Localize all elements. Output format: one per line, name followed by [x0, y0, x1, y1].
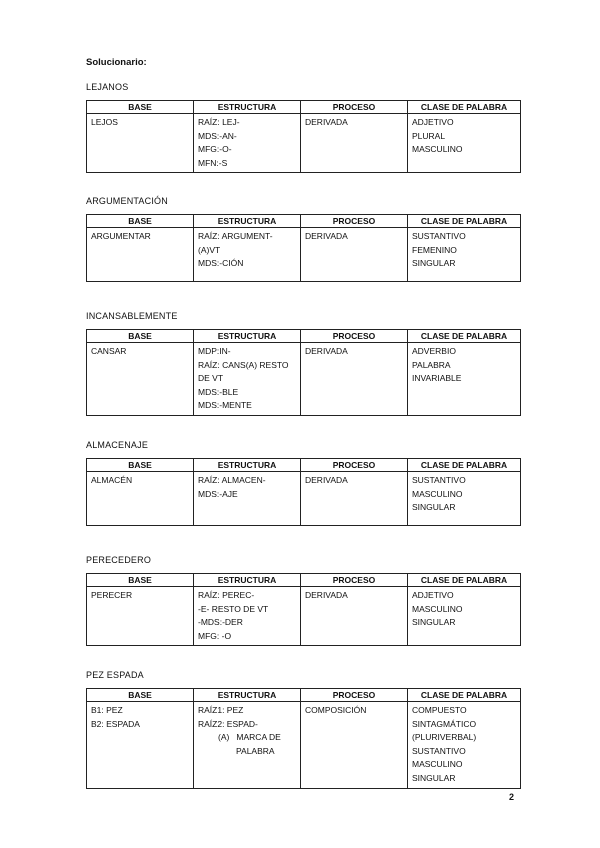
estructura-line: RAÍZ: LEJ-	[198, 117, 240, 127]
section-word: PEZ ESPADA	[86, 670, 144, 680]
header-estructura: ESTRUCTURA	[194, 689, 301, 702]
clase-cell	[408, 114, 521, 173]
clase-line: ADJETIVO	[412, 590, 454, 600]
header-estructura: ESTRUCTURA	[194, 101, 301, 114]
header-proceso: PROCESO	[301, 215, 408, 228]
header-proceso: PROCESO	[301, 574, 408, 587]
section-word: INCANSABLEMENTE	[86, 311, 178, 321]
header-row	[87, 215, 521, 228]
base-cell	[87, 228, 194, 282]
table-row	[87, 114, 521, 173]
estructura-line: MFN:-S	[198, 157, 228, 168]
section-lejanos	[86, 82, 516, 173]
solution-table	[86, 458, 521, 526]
clase-line: MASCULINO	[412, 603, 463, 614]
header-clase: CLASE DE PALABRA	[408, 574, 521, 587]
estructura-line: -E- RESTO DE VT	[198, 603, 269, 614]
base-line: PERECER	[91, 590, 133, 600]
estructura-cell	[194, 587, 301, 646]
proceso-cell	[301, 587, 408, 646]
proceso-line: DERIVADA	[305, 475, 348, 485]
proceso-line: DERIVADA	[305, 117, 348, 127]
estructura-cell	[194, 472, 301, 526]
header-row	[87, 459, 521, 472]
proceso-line: COMPOSICIÓN	[305, 705, 367, 715]
estructura-line: MDS:-CIÓN	[198, 258, 244, 269]
clase-line: MASCULINO	[412, 144, 463, 155]
clase-line: INVARIABLE	[412, 373, 462, 384]
base-line: B1: PEZ	[91, 705, 123, 715]
section-word: LEJANOS	[86, 82, 129, 92]
header-estructura: ESTRUCTURA	[194, 459, 301, 472]
header-base: BASE	[87, 101, 194, 114]
header-clase: CLASE DE PALABRA	[408, 101, 521, 114]
estructura-line: MDS:-BLE	[198, 386, 239, 397]
estructura-cell	[194, 702, 301, 789]
header-clase: CLASE DE PALABRA	[408, 689, 521, 702]
clase-cell	[408, 702, 521, 789]
clase-cell	[408, 343, 521, 416]
section-argumentacion	[86, 196, 516, 282]
proceso-cell	[301, 702, 408, 789]
clase-line: SUSTANTIVO	[412, 475, 466, 485]
clase-line: PALABRA	[412, 359, 451, 370]
estructura-line: MDS:-AN-	[198, 130, 237, 141]
header-proceso: PROCESO	[301, 101, 408, 114]
estructura-line: (A) MARCA DE	[218, 732, 281, 743]
header-estructura: ESTRUCTURA	[194, 330, 301, 343]
header-proceso: PROCESO	[301, 459, 408, 472]
base-line: B2: ESPADA	[91, 718, 140, 729]
base-cell	[87, 343, 194, 416]
estructura-line: (A)VT	[198, 244, 221, 255]
table-row	[87, 343, 521, 416]
header-base: BASE	[87, 215, 194, 228]
clase-line: ADVERBIO	[412, 346, 456, 356]
estructura-line: RAÍZ1: PEZ	[198, 705, 244, 715]
header-clase: CLASE DE PALABRA	[408, 459, 521, 472]
clase-line: ADJETIVO	[412, 117, 454, 127]
section-pez-espada	[86, 670, 516, 789]
header-estructura: ESTRUCTURA	[194, 574, 301, 587]
estructura-line: MDP:IN-	[198, 346, 231, 356]
header-row	[87, 101, 521, 114]
clase-line: SINTAGMÁTICO	[412, 718, 477, 729]
base-line: ALMACÉN	[91, 475, 133, 485]
header-proceso: PROCESO	[301, 330, 408, 343]
section-perecedero	[86, 555, 516, 646]
clase-line: MASCULINO	[412, 488, 463, 499]
header-base: BASE	[87, 574, 194, 587]
estructura-line: RAÍZ: PEREC-	[198, 590, 255, 600]
solution-table	[86, 573, 521, 646]
page-heading: Solucionario:	[86, 57, 147, 68]
header-base: BASE	[87, 689, 194, 702]
header-row	[87, 574, 521, 587]
clase-line: COMPUESTO	[412, 705, 467, 715]
estructura-line: DE VT	[198, 373, 224, 384]
estructura-cell	[194, 343, 301, 416]
clase-line: SUSTANTIVO	[412, 745, 466, 756]
page-number: 2	[508, 792, 514, 802]
header-estructura: ESTRUCTURA	[194, 215, 301, 228]
base-cell	[87, 114, 194, 173]
proceso-line: DERIVADA	[305, 231, 348, 241]
proceso-line: DERIVADA	[305, 346, 348, 356]
estructura-line: MFG:-O-	[198, 144, 232, 155]
estructura-cell	[194, 228, 301, 282]
section-word: PERECEDERO	[86, 555, 152, 565]
proceso-cell	[301, 114, 408, 173]
estructura-line: MDS:-MENTE	[198, 400, 252, 411]
clase-cell	[408, 587, 521, 646]
base-line: CANSAR	[91, 346, 127, 356]
estructura-line: MDS:-AJE	[198, 488, 238, 499]
estructura-line: MFG: -O	[198, 630, 232, 641]
base-cell	[87, 472, 194, 526]
estructura-line: RAÍZ: ARGUMENT-	[198, 231, 273, 241]
base-cell	[87, 587, 194, 646]
clase-cell	[408, 472, 521, 526]
table-row	[87, 472, 521, 526]
proceso-cell	[301, 228, 408, 282]
base-line: ARGUMENTAR	[91, 231, 151, 241]
estructura-line: PALABRA	[236, 745, 275, 756]
section-incansablemente	[86, 311, 516, 416]
proceso-line: DERIVADA	[305, 590, 348, 600]
header-row	[87, 689, 521, 702]
table-row	[87, 228, 521, 282]
proceso-cell	[301, 343, 408, 416]
solution-table	[86, 214, 521, 282]
base-cell	[87, 702, 194, 789]
clase-line: (PLURIVERBAL)	[412, 732, 477, 743]
clase-line: SINGULAR	[412, 772, 456, 783]
estructura-line: -MDS:-DER	[198, 617, 243, 628]
estructura-line: RAÍZ: ALMACEN-	[198, 475, 266, 485]
header-base: BASE	[87, 459, 194, 472]
clase-line: SINGULAR	[412, 258, 456, 269]
header-clase: CLASE DE PALABRA	[408, 215, 521, 228]
clase-line: SINGULAR	[412, 617, 456, 628]
header-row	[87, 330, 521, 343]
clase-line: PLURAL	[412, 130, 446, 141]
header-base: BASE	[87, 330, 194, 343]
section-word: ALMACENAJE	[86, 440, 149, 450]
estructura-line: RAÍZ2: ESPAD-	[198, 718, 258, 729]
table-row	[87, 702, 521, 789]
solution-table	[86, 688, 521, 789]
estructura-cell	[194, 114, 301, 173]
proceso-cell	[301, 472, 408, 526]
section-word: ARGUMENTACIÓN	[86, 196, 168, 206]
header-proceso: PROCESO	[301, 689, 408, 702]
solution-table	[86, 100, 521, 173]
estructura-line: RAÍZ: CANS(A) RESTO	[198, 359, 289, 370]
clase-line: MASCULINO	[412, 759, 463, 770]
clase-cell	[408, 228, 521, 282]
base-line: LEJOS	[91, 117, 118, 127]
clase-line: SUSTANTIVO	[412, 231, 466, 241]
table-row	[87, 587, 521, 646]
clase-line: FEMENINO	[412, 244, 457, 255]
header-clase: CLASE DE PALABRA	[408, 330, 521, 343]
clase-line: SINGULAR	[412, 502, 456, 513]
section-almacenaje	[86, 440, 516, 526]
solution-table	[86, 329, 521, 416]
